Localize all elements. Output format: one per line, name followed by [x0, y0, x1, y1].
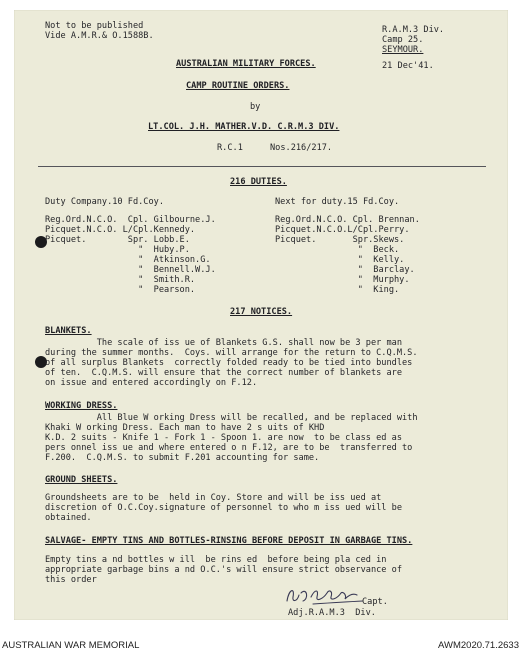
- camp-location: SEYMOUR.: [382, 45, 424, 55]
- next-duty-line: Reg.Ord.N.C.O. Cpl. Brennan.: [275, 215, 420, 225]
- duty-roster-line: " Atkinson.G.: [45, 255, 211, 265]
- signature-position: Adj.R.A.M.3 Div.: [288, 608, 376, 618]
- next-duty-heading: Next for duty.15 Fd.Coy.: [275, 197, 400, 207]
- notice-line: of ten. C.Q.M.S. will ensure that the correct number of blankets are: [45, 368, 402, 378]
- notice-line: obtained.: [45, 513, 92, 523]
- duty-roster-line: " Smith.R.: [45, 275, 196, 285]
- notice-line: pers onnel iss ue and where entered o n F.12, are to be transferred to: [45, 443, 413, 453]
- notice-line: during the summer months. Coys. will arrange for the return to C.Q.M.S.: [45, 348, 418, 358]
- section-title-working-dress: WORKING DRESS.: [45, 401, 118, 411]
- section-title-ground-sheets: GROUND SHEETS.: [45, 475, 118, 485]
- next-duty-line: " King.: [275, 285, 400, 295]
- section-title-salvage: SALVAGE- EMPTY TINS AND BOTTLES-RINSING BEFORE DEPOSIT IN GARBAGE TINS.: [45, 536, 413, 546]
- duties-heading: 216 DUTIES.: [230, 177, 287, 187]
- notice-line: appropriate garbage bins a nd O.C.'s will ensure strict observance of: [45, 565, 402, 575]
- duty-roster-line: Reg.Ord.N.C.O. Cpl. Gilbourne.J.: [45, 215, 216, 225]
- notice-line: of all surplus Blankets correctly folded ready to be tied into bundles: [45, 358, 413, 368]
- section-title-blankets: BLANKETS.: [45, 326, 92, 336]
- orders-title: CAMP ROUTINE ORDERS.: [186, 81, 290, 91]
- notice-line: this order: [45, 575, 97, 585]
- duty-roster-line: " Bennell.W.J.: [45, 265, 216, 275]
- next-duty-line: " Barclay.: [275, 265, 415, 275]
- notices-heading: 217 NOTICES.: [230, 307, 293, 317]
- next-duty-line: " Beck.: [275, 245, 400, 255]
- unit-name: R.A.M.3 Div.: [382, 25, 445, 35]
- publication-reference: Vide A.M.R.& O.1588B.: [45, 31, 154, 41]
- next-duty-line: Picquet.N.C.O.L/Cpl.Perry.: [275, 225, 410, 235]
- duty-roster-line: Picquet. Spr. Lobb.E.: [45, 235, 190, 245]
- footer-accession-number: AWM2020.71.2633: [438, 640, 519, 651]
- signature-rank: Capt.: [362, 597, 388, 607]
- notice-line: K.D. 2 suits - Knife 1 - Fork 1 - Spoon 1. are now to be class ed as: [45, 433, 402, 443]
- by-label: by: [250, 102, 261, 112]
- next-duty-line: " Kelly.: [275, 255, 405, 265]
- footer-collection-name: AUSTRALIAN WAR MEMORIAL: [2, 640, 140, 651]
- duty-company-heading: Duty Company.10 Fd.Coy.: [45, 197, 164, 207]
- notice-line: The scale of iss ue of Blankets G.S. shall now be 3 per man: [45, 338, 402, 348]
- notice-line: Empty tins a nd bottles w ill be rins ed before being pla ced in: [45, 555, 387, 565]
- notice-line: Khaki W orking Dress. Each man to have 2 s uits of KHD: [45, 423, 325, 433]
- order-reference: R.C.1: [217, 143, 243, 153]
- notice-line: All Blue W orking Dress will be recalled, and be replaced with: [45, 413, 418, 423]
- next-duty-line: Picquet. Spr.Skews.: [275, 235, 405, 245]
- notice-line: Groundsheets are to be held in Coy. Store and will be iss ued at: [45, 493, 382, 503]
- order-date: 21 Dec'41.: [382, 61, 434, 71]
- handwritten-signature: [283, 583, 373, 609]
- notice-line: on issue and entered accordingly on F.12.: [45, 378, 258, 388]
- notice-line: F.200. C.Q.M.S. to submit F.201 accounting for same.: [45, 453, 320, 463]
- duty-roster-line: " Huby.P.: [45, 245, 190, 255]
- notice-line: discretion of O.C.Coy.signature of personnel to who m iss ued will be: [45, 503, 402, 513]
- next-duty-line: " Murphy.: [275, 275, 410, 285]
- camp-number: Camp 25.: [382, 35, 424, 45]
- publication-note: Not to be published: [45, 21, 144, 31]
- forces-title: AUSTRALIAN MILITARY FORCES.: [176, 59, 316, 69]
- duty-roster-line: Picquet.N.C.O. L/Cpl.Kennedy.: [45, 225, 196, 235]
- commander-name: LT.COL. J.H. MATHER.V.D. C.R.M.3 DIV.: [148, 122, 340, 132]
- divider: [38, 166, 486, 167]
- order-numbers: Nos.216/217.: [270, 143, 333, 153]
- duty-roster-line: " Pearson.: [45, 285, 196, 295]
